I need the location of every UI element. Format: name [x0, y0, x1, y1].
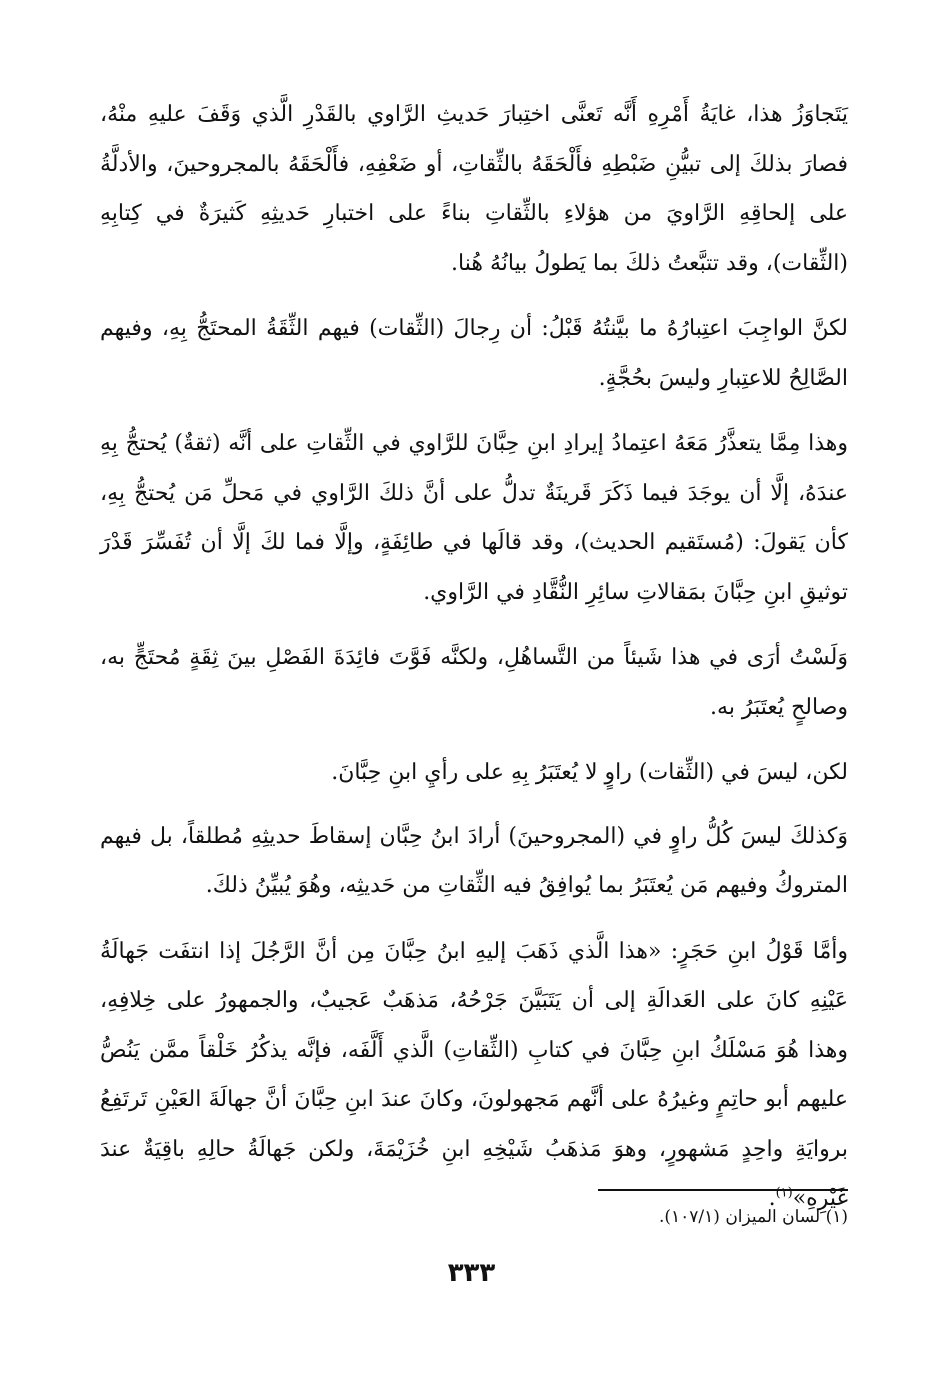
- footnote-divider: [598, 1189, 848, 1191]
- paragraph-7-text: وأمَّا قَوْلُ ابنِ حَجَرٍ: «هذا الَّذي ذَهَبَ إليهِ ابنُ حِبَّانَ مِن أنَّ الرَّجُلَ إذا انتفَت جَهالَةُ عَيْنِهِ كانَ على العَدالَةِ إلى أن يَتَبَيَّنَ جَرْحُهُ، مَذهَبٌ عَجيبٌ، والجمهورُ على خِلافِهِ، وهذا هُوَ مَسْلَكُ ابنِ حِبَّانَ في كتابِ (الثِّقاتِ) الَّذي أَلَّفَه، فإنَّه يذكُرُ خَلْقاً ممَّن يَنُصُّ عليهم أبو حاتِمٍ وغيرُهُ على أنَّهم مَجهولونَ، وكانَ عندَ ابنِ حِبَّانَ أنَّ جهالَةَ العَيْنِ تَرتَفِعُ بروايَةِ واحِدٍ مَشهورٍ، وهوَ مَذهَبُ شَيْخِهِ ابنِ خُزَيْمَةَ، ولكن جَهالَةُ حالِهِ باقِيَةٌ عندَ غَيْرِهِ»: [100, 938, 848, 1211]
- paragraph-2: لكنَّ الواجِبَ اعتِبارُهُ ما بيَّنتُهُ قَبْلُ: أن رِجالَ (الثِّقات) فيهم الثِّقَةُ المحتَجُّ بِهِ، وفيهم الصَّالِحُ للاعتِبارِ وليسَ بحُجَّةٍ.: [100, 316, 848, 391]
- footnote-reference: (١): [775, 1185, 793, 1201]
- paragraph-7-end: .: [768, 1186, 776, 1211]
- page-body: [100, 90, 848, 1240]
- paragraph-1: يَتَجاوَزُ هذا، غايَةُ أَمْرِهِ أَنَّه تَعنَّى اختِبارَ حَديثِ الرَّاوي بالقَدْرِ الَّذي وَقَفَ عليهِ منْهُ، فصارَ بذلكَ إلى تبيُّنِ ضَبْطِهِ فأَلْحَقَهُ بالثِّقاتِ، أو ضَعْفِهِ، فأَلْحَقَهُ بالمجروحينَ، والأدلَّةُ على إلحاقِهِ الرَّاويَ من هؤلاءِ بالثِّقاتِ بناءً على اختبارِ حَديثِهِ كَثيرَةٌ في كِتابِهِ (الثِّقات)، وقد تتبَّعتُ ذلكَ بما يَطولُ بيانُهُ هُنا.: [100, 102, 848, 276]
- paragraph-3: وهذا مِمَّا يتعذَّرُ مَعَهُ اعتِمادُ إيرادِ ابنِ حِبَّانَ للرَّاوي في الثِّقاتِ على أنَّه (ثقةٌ) يُحتجُّ بِهِ عندَهُ، إلَّا أن يوجَدَ فيما ذَكَرَ قَرينَةٌ تدلُّ على أنَّ ذلكَ الرَّاوي في مَحلِّ مَن يُحتجُّ بِهِ، كأن يَقولَ: (مُستَقيم الحديث)، وقد قالَها في طائِفَةٍ، وإلَّا فما لكَ إلَّا أن تُفَسِّرَ قَدْرَ توثيقِ ابنِ حِبَّانَ بمَقالاتِ سائِرِ النُّقَّادِ في الرَّاوي.: [100, 431, 848, 605]
- footnote: (١) لسان الميزان (١٠٧/١).: [658, 1207, 848, 1227]
- paragraph-6: وَكذلكَ ليسَ كُلُّ راوٍ في (المجروحينَ) أرادَ ابنُ حِبَّان إسقاطَ حديثِهِ مُطلقاً، بل فيهم المتروكُ وفيهم مَن يُعتَبَرُ بما يُوافِقُ فيه الثِّقاتِ من حَديثِه، وهُوَ يُبيِّنُ ذلكَ.: [100, 823, 848, 898]
- paragraph-4: وَلَسْتُ أرَى في هذا شَيئاً من التَّساهُلِ، ولكنَّه فَوَّتَ فائِدَةَ الفَصْلِ بينَ ثِقَةٍ مُحتَجٍّ به، وصالحٍ يُعتَبَرُ به.: [100, 645, 848, 720]
- page-number: ٣٣٣: [447, 1258, 496, 1288]
- paragraph-7: [100, 927, 848, 1224]
- paragraph-5: لكن، ليسَ في (الثِّقات) راوٍ لا يُعتَبَرُ بِهِ على رأيِ ابنِ حِبَّانَ.: [331, 760, 848, 785]
